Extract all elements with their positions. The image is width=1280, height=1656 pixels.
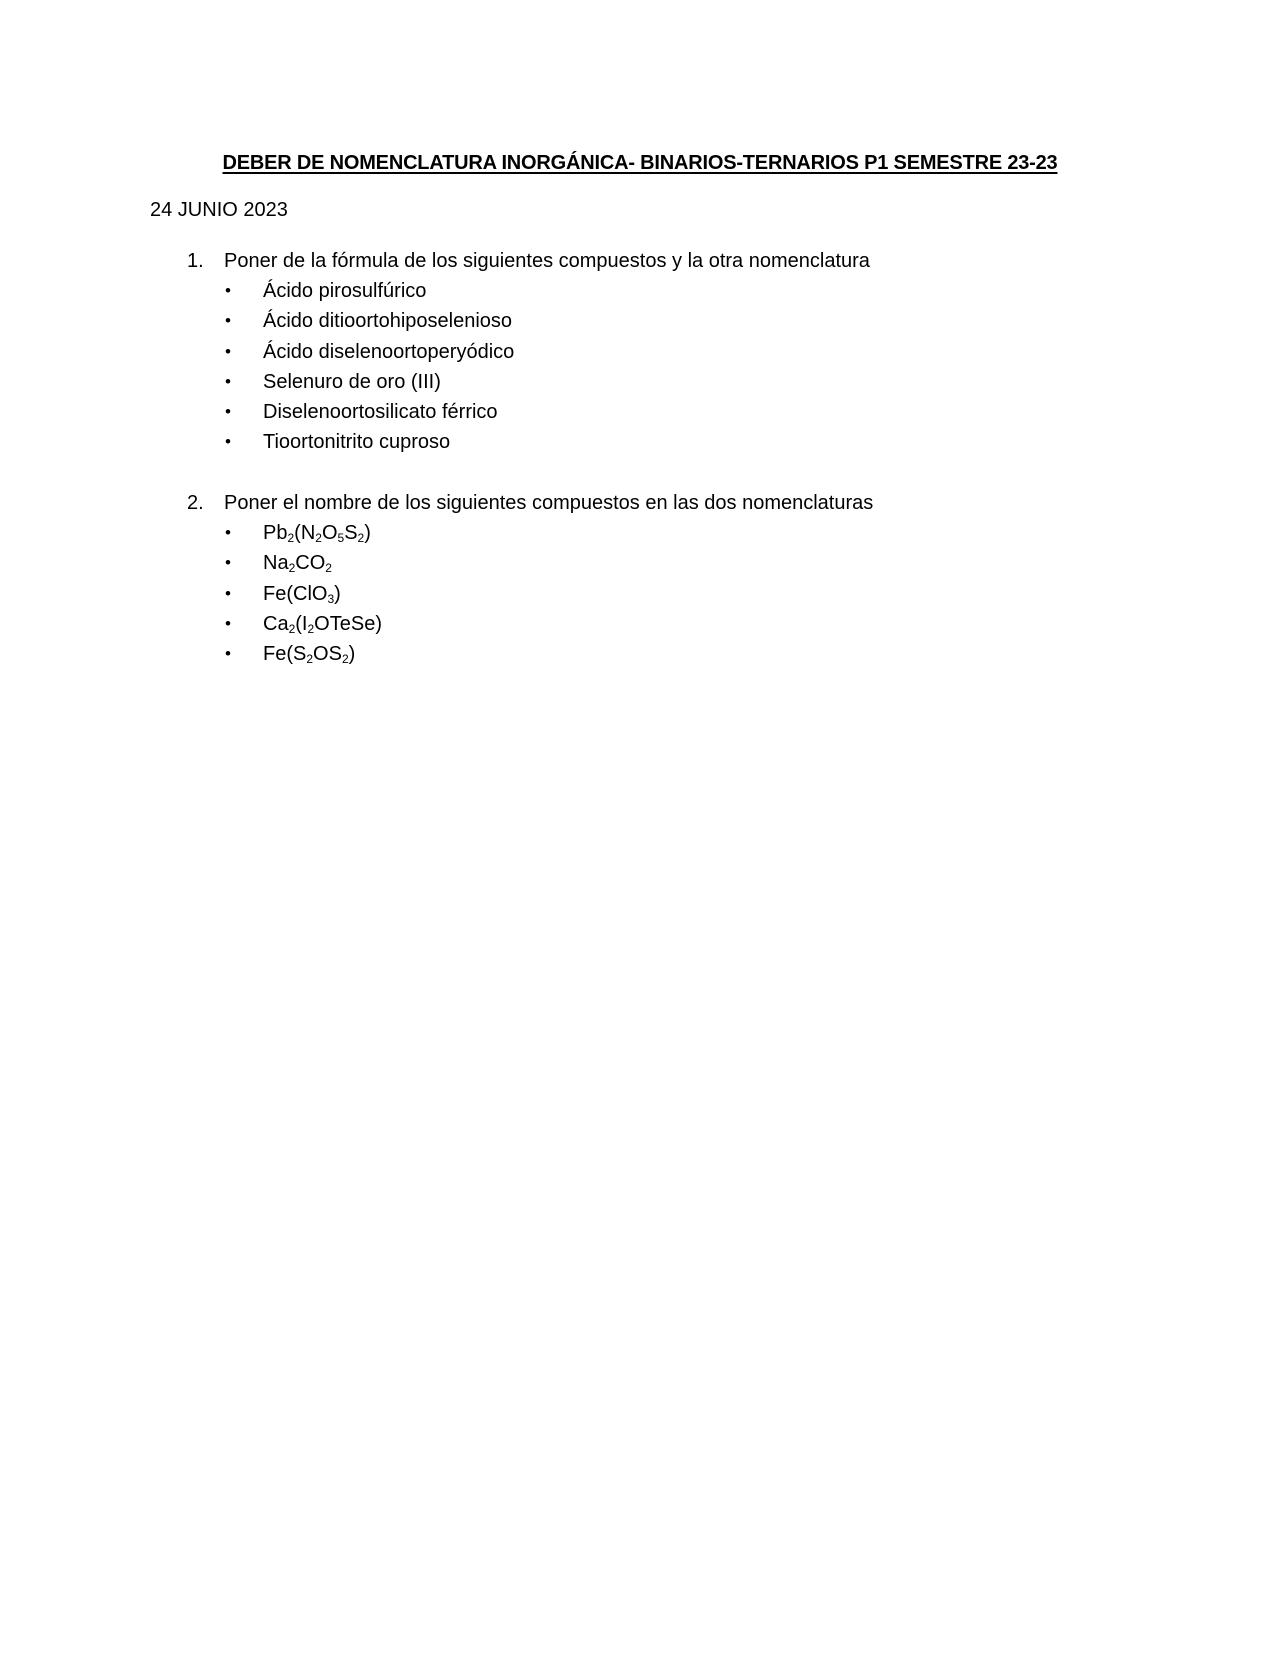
bullet-icon: • — [225, 553, 231, 573]
bullet-icon: • — [225, 281, 231, 300]
compound-name: Tioortonitrito cuproso — [263, 431, 451, 454]
list-item — [150, 367, 1150, 397]
bullet-icon: • — [225, 523, 231, 542]
list-item — [150, 639, 1150, 669]
chemical-formula: $Ca_2(I_2OTeSe)$ — [263, 612, 382, 636]
bullet-icon: • — [225, 613, 231, 633]
bullet-icon: • — [225, 432, 231, 452]
list-item — [150, 397, 1150, 427]
list-item — [150, 427, 1150, 457]
formula-subscript: 2 — [315, 531, 322, 545]
question-number: 2. — [187, 492, 204, 514]
bullet-icon: • — [225, 583, 231, 603]
list-item — [150, 337, 1150, 367]
formula-subscript: 2 — [288, 621, 296, 636]
compound-name: Ácido diselenoortoperyódico — [263, 340, 515, 363]
compound-name: Diselenoortosilicato férrico — [263, 401, 498, 424]
formula-subscript: 2 — [357, 531, 365, 545]
question-text: Poner el nombre de los siguientes compuestos en las dos nomenclaturas — [224, 492, 874, 514]
question-1-heading — [150, 246, 1150, 276]
bullet-icon: • — [225, 402, 231, 422]
question-2 — [150, 488, 1150, 669]
bullet-icon: • — [225, 371, 231, 391]
formula-subscript: 2 — [307, 621, 315, 636]
chemical-formula: $Fe(S_2OS_2)$ — [263, 643, 356, 667]
compound-name: Selenuro de oro (III) — [263, 370, 441, 393]
document-title: DEBER DE NOMENCLATURA INORGÁNICA- BINARIOS-TERNARIOS P1 SEMESTRE 23-23 — [222, 152, 1058, 174]
list-item — [150, 579, 1150, 609]
list-item — [150, 548, 1150, 578]
document-date: 24 JUNIO 2023 — [150, 199, 288, 221]
question-text: Poner de la fórmula de los siguientes compuestos y la otra nomenclatura — [224, 250, 870, 272]
formula-subscript: 3 — [327, 591, 335, 606]
formula-subscript: 5 — [337, 531, 345, 545]
formula-subscript: 2 — [325, 561, 332, 576]
compound-name-list — [150, 276, 1150, 458]
chemical-formula: $Pb_2(N_2O_5S_2)$ — [263, 522, 371, 545]
list-item — [150, 518, 1150, 548]
question-1 — [150, 246, 1150, 458]
chemical-formula: $Na_2CO_2$ — [263, 552, 332, 576]
question-number: 1. — [187, 250, 204, 272]
formula-subscript: 2 — [306, 652, 314, 667]
question-2-heading — [150, 488, 1150, 518]
compound-name: Ácido ditioortohiposelenioso — [263, 310, 513, 333]
formula-subscript: 2 — [288, 561, 296, 576]
chemical-formula: Fe(ClO$_3$) — [263, 582, 341, 606]
bullet-icon: • — [225, 341, 231, 361]
bullet-icon: • — [225, 311, 231, 331]
formula-subscript: 2 — [341, 652, 349, 667]
list-item — [150, 306, 1150, 336]
bullet-icon: • — [225, 644, 231, 664]
compound-name: Ácido pirosulfúrico — [263, 280, 427, 302]
formula-list — [150, 518, 1150, 669]
list-item — [150, 276, 1150, 306]
formula-subscript: 2 — [287, 531, 295, 545]
list-item — [150, 609, 1150, 639]
